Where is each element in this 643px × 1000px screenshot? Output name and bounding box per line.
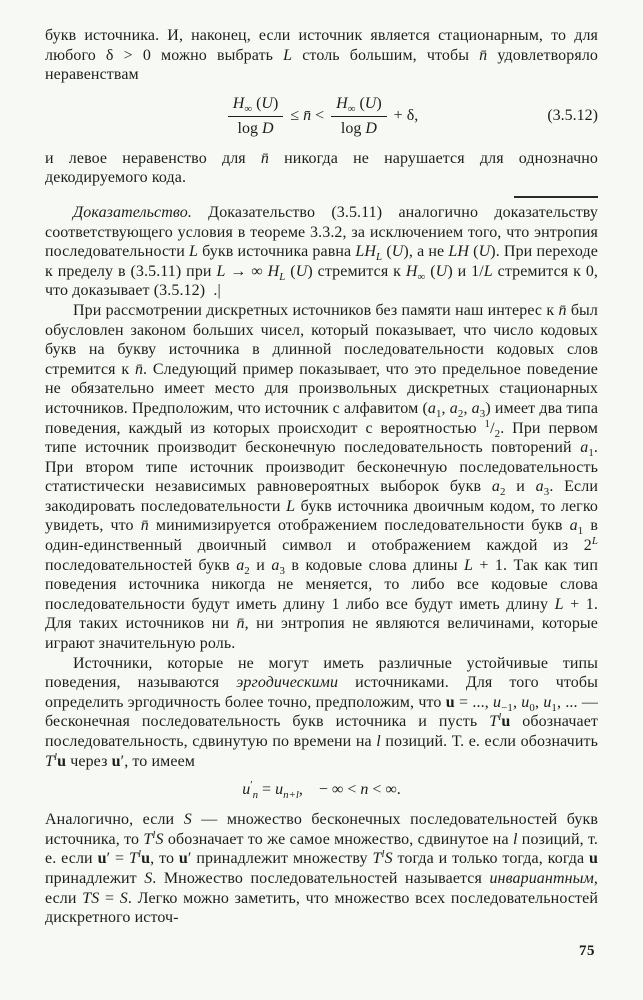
text-run: Доказательство.: [73, 203, 192, 221]
text-run: . Легко можно заметить, что множество всех последовательностей дискретного источ-: [45, 889, 598, 927]
text-run: 2: [500, 486, 506, 499]
text-run: в кодовые слова длины: [284, 556, 464, 574]
text-run: + 1. Для таких источников ни: [45, 595, 598, 633]
text-run: 1: [484, 417, 491, 430]
text-run: a: [427, 399, 436, 417]
text-run: . При втором типе источник производит бесконечную последовательность статистически независимых равновероятных выборок букв: [45, 439, 598, 496]
text-run: l: [498, 711, 502, 724]
text-run: обозначает последовательность, сдвинутую по времени на: [45, 713, 598, 750]
text-run: . При первом типе источник производит бесконечную последовательность повторений: [45, 419, 598, 457]
text-run: ∞: [244, 102, 253, 115]
text-run: a: [471, 399, 480, 417]
text-run: LH: [355, 243, 377, 261]
text-run: Доказательство (3.5.11) аналогично доказательству соответствующего условия в теореме 3.3.2, за исключением того, что энтропия последовательности: [45, 203, 598, 261]
text-run: u: [178, 850, 188, 868]
text-run: 3: [543, 486, 550, 499]
paragraph: [45, 203, 598, 301]
text-run: 1: [577, 525, 584, 538]
text-run: U: [478, 243, 491, 261]
text-run: + 1. Так как тип поведения источника никогда не меняется, то либо все кодовые слова последовательности будут иметь длину 1 либо все будут иметь длину: [45, 556, 599, 613]
text-run: U: [364, 94, 377, 112]
text-run: n̄: [558, 301, 567, 319]
equation-body: [242, 780, 401, 800]
text-run: 1: [436, 407, 442, 420]
text-run: S: [384, 850, 393, 868]
text-run: −1: [501, 701, 513, 714]
text-run: n̄: [236, 615, 245, 633]
text-run: позиций. Т. е. если обозначить: [380, 733, 598, 750]
text-run: L: [483, 262, 493, 280]
text-run: l: [376, 733, 381, 750]
text-run: — множество бесконечных последовательностей букв источника, то: [45, 811, 598, 848]
text-run: → ∞: [225, 262, 268, 280]
text-run: l: [152, 828, 156, 841]
text-run: L: [279, 270, 286, 283]
display-equation: [45, 780, 598, 800]
text-run: , то: [150, 850, 179, 868]
text-run: При рассмотрении дискретных источников без памяти наш интерес к: [73, 301, 559, 319]
text-run: <: [311, 106, 329, 124]
text-run: u: [543, 693, 552, 711]
text-run: ′: [250, 779, 253, 792]
text-run: n+l: [283, 788, 299, 801]
text-run: инвариантным: [489, 869, 594, 887]
text-run: , ни энтропия не являются величинами, которые играют значительную роль.: [45, 615, 598, 653]
text-run: 2: [494, 427, 501, 440]
text-run: принадлежит множеству: [191, 850, 373, 868]
text-run: L: [189, 243, 199, 261]
text-run: в один-единственный двоичный символ и отображением каждой из 2: [45, 517, 598, 555]
text-run: L: [286, 497, 296, 515]
text-run: a: [491, 478, 500, 496]
fraction: [228, 94, 284, 139]
text-run: l: [54, 750, 58, 763]
text-run: через: [66, 752, 112, 770]
text-run: u: [493, 693, 502, 711]
text-run: n̄: [303, 106, 312, 124]
section-divider-rule: [514, 196, 598, 198]
text-run: a: [535, 478, 544, 496]
text-run: , − ∞ <: [298, 781, 361, 799]
text-run: n: [252, 788, 259, 801]
paragraph: [45, 301, 598, 654]
text-run: 0: [529, 701, 535, 714]
text-run: /: [490, 419, 495, 437]
text-run: H: [232, 94, 245, 112]
text-run: 3: [479, 407, 486, 420]
text-run: L: [463, 556, 473, 574]
text-run: a: [569, 517, 578, 535]
text-run: u: [242, 781, 251, 799]
text-run: ) стремится к: [307, 262, 406, 280]
text-run: источниками. Для того чтобы определить эргодичность более точно, предположим, что: [45, 674, 598, 711]
text-run: L: [591, 535, 598, 548]
text-run: столь большим, чтобы: [292, 46, 480, 64]
text-run: H: [405, 262, 418, 280]
text-run: ′ =: [106, 850, 129, 868]
text-run: u: [521, 693, 530, 711]
text-run: ,: [534, 693, 544, 711]
text-run: l: [138, 848, 142, 861]
text-run: и: [505, 478, 536, 496]
text-run: ) и 1/: [447, 262, 484, 280]
text-run: , то имеем: [124, 752, 195, 770]
text-run: ). При переходе к пределу в (3.5.11) при: [45, 243, 598, 280]
text-run: U: [391, 243, 404, 261]
text-run: S: [155, 830, 164, 848]
text-run: u: [501, 713, 511, 731]
text-run: принадлежит: [45, 869, 145, 887]
text-run: последовательностей букв: [45, 556, 237, 574]
text-run: u: [57, 752, 67, 770]
text-run: ), а не: [403, 243, 449, 261]
text-run: ,: [441, 399, 450, 417]
text-run: L: [216, 262, 226, 280]
text-run: log: [340, 119, 366, 137]
text-run: . Следующий пример показывает, что это предельное поведение не обязательно имеет место для произвольных дискретных стационарных источников. Предположим, что источник с алфавитом (: [45, 360, 598, 417]
text-run: TS: [82, 889, 100, 907]
text-run: (: [425, 262, 436, 280]
text-run: 1: [588, 446, 594, 459]
text-run: H: [336, 94, 348, 112]
text-run: позиций, т. е. если: [45, 830, 598, 868]
text-run: = ...,: [454, 693, 494, 711]
text-run: ): [272, 94, 279, 112]
text-run: 1: [551, 701, 557, 714]
text-run: ,: [512, 693, 522, 711]
text-run: эргодическими: [236, 674, 339, 692]
text-run: =: [99, 889, 120, 907]
text-run: (: [285, 262, 296, 280]
text-run: T: [372, 850, 382, 868]
text-run: обозначает то же самое множество, сдвинутое на: [163, 830, 513, 848]
text-run: букв источника равна: [198, 243, 356, 261]
text-run: букв источника. И, наконец, если источник является стационарным, то для любого δ > 0 можно выбрать: [45, 27, 598, 64]
text-run: ∞: [417, 270, 426, 283]
text-run: a: [580, 439, 589, 457]
text-run: + δ,: [389, 106, 419, 124]
text-run: l: [512, 830, 518, 848]
text-run: ′: [120, 752, 125, 770]
text-run: 2: [457, 407, 464, 420]
text-run: u: [275, 781, 284, 799]
text-run: (: [355, 94, 365, 112]
text-run: D: [261, 119, 274, 137]
text-run: u: [589, 850, 598, 868]
text-run: и левое неравенство для: [45, 149, 261, 167]
text-run: ): [376, 94, 382, 112]
text-run: a: [236, 556, 245, 574]
text-run: S: [144, 869, 153, 887]
text-run: u: [141, 850, 151, 868]
fraction: [331, 94, 387, 139]
text-run: T: [489, 713, 499, 731]
paragraph: [45, 810, 598, 928]
text-run: S: [183, 811, 192, 829]
text-run: U: [261, 94, 273, 112]
page-number: 75: [579, 943, 595, 959]
paragraph: [45, 654, 598, 772]
text-run: (: [382, 243, 392, 261]
text-run: Аналогично, если: [45, 811, 184, 829]
text-run: a: [449, 399, 458, 417]
text-run: стремится к 0, что доказывает (3.5.12) .|: [45, 262, 599, 300]
paragraph: [45, 149, 598, 188]
text-run: минимизируется отображением последовательности букв: [148, 517, 570, 535]
text-run: u: [97, 850, 107, 868]
text-run: n: [360, 781, 369, 799]
text-run: Источники, которые не могут иметь различные устойчивые типы поведения, называются: [45, 654, 598, 692]
text-run: l: [381, 848, 385, 861]
text-run: H: [267, 262, 280, 280]
text-run: u: [111, 752, 121, 770]
text-run: . Множество последовательностей называется: [152, 869, 490, 887]
text-run: D: [365, 119, 377, 137]
text-column: [45, 26, 598, 928]
text-run: L: [283, 46, 293, 64]
text-run: L: [376, 250, 383, 263]
equation-number: (3.5.12): [547, 107, 598, 125]
text-run: никогда не нарушается для однозначно декодируемого кода.: [45, 149, 598, 187]
text-run: T: [129, 850, 138, 868]
text-run: ′: [187, 850, 192, 868]
display-equation: [45, 94, 598, 139]
text-run: и: [249, 556, 272, 574]
text-run: , если: [45, 869, 598, 907]
text-run: U: [295, 262, 308, 280]
text-run: ,: [463, 399, 472, 417]
text-run: был обусловлен законом больших чисел, который показывает, что число кодовых букв на букву источника в длинной последовательности кодовых слов стремится к: [45, 301, 598, 378]
text-run: букв источника двоичным кодом, то легко увидеть, что: [45, 497, 598, 535]
text-run: a: [271, 556, 280, 574]
text-run: T: [143, 830, 153, 848]
text-run: (: [469, 243, 479, 261]
text-run: LH: [448, 243, 470, 261]
text-run: n̄: [140, 517, 149, 535]
text-run: n̄: [134, 360, 144, 378]
text-run: L: [554, 595, 564, 613]
text-run: 2: [244, 564, 250, 577]
text-run: u: [445, 693, 455, 711]
text-run: (: [252, 94, 262, 112]
text-run: n̄: [260, 149, 269, 167]
paragraph: [45, 26, 598, 85]
text-run: , ... — бесконечная последовательность букв источника и пусть: [45, 693, 598, 731]
text-run: удовлетворяло неравенствам: [45, 46, 599, 84]
text-run: . Если закодировать последовательности: [45, 478, 598, 515]
text-run: ) имеет два типа поведения, каждый из которых происходит с вероятностью: [45, 399, 599, 437]
text-run: =: [258, 781, 276, 799]
text-run: log: [237, 119, 262, 137]
text-run: S: [119, 889, 128, 907]
text-run: тогда и только тогда, когда: [392, 850, 589, 868]
text-run: 3: [279, 564, 285, 577]
text-run: T: [45, 752, 54, 770]
text-run: ≤: [286, 106, 304, 124]
text-run: ∞: [347, 102, 356, 115]
text-run: n̄: [479, 46, 488, 64]
equation-body: [225, 94, 418, 139]
text-run: < ∞.: [368, 781, 401, 799]
text-run: U: [435, 262, 448, 280]
